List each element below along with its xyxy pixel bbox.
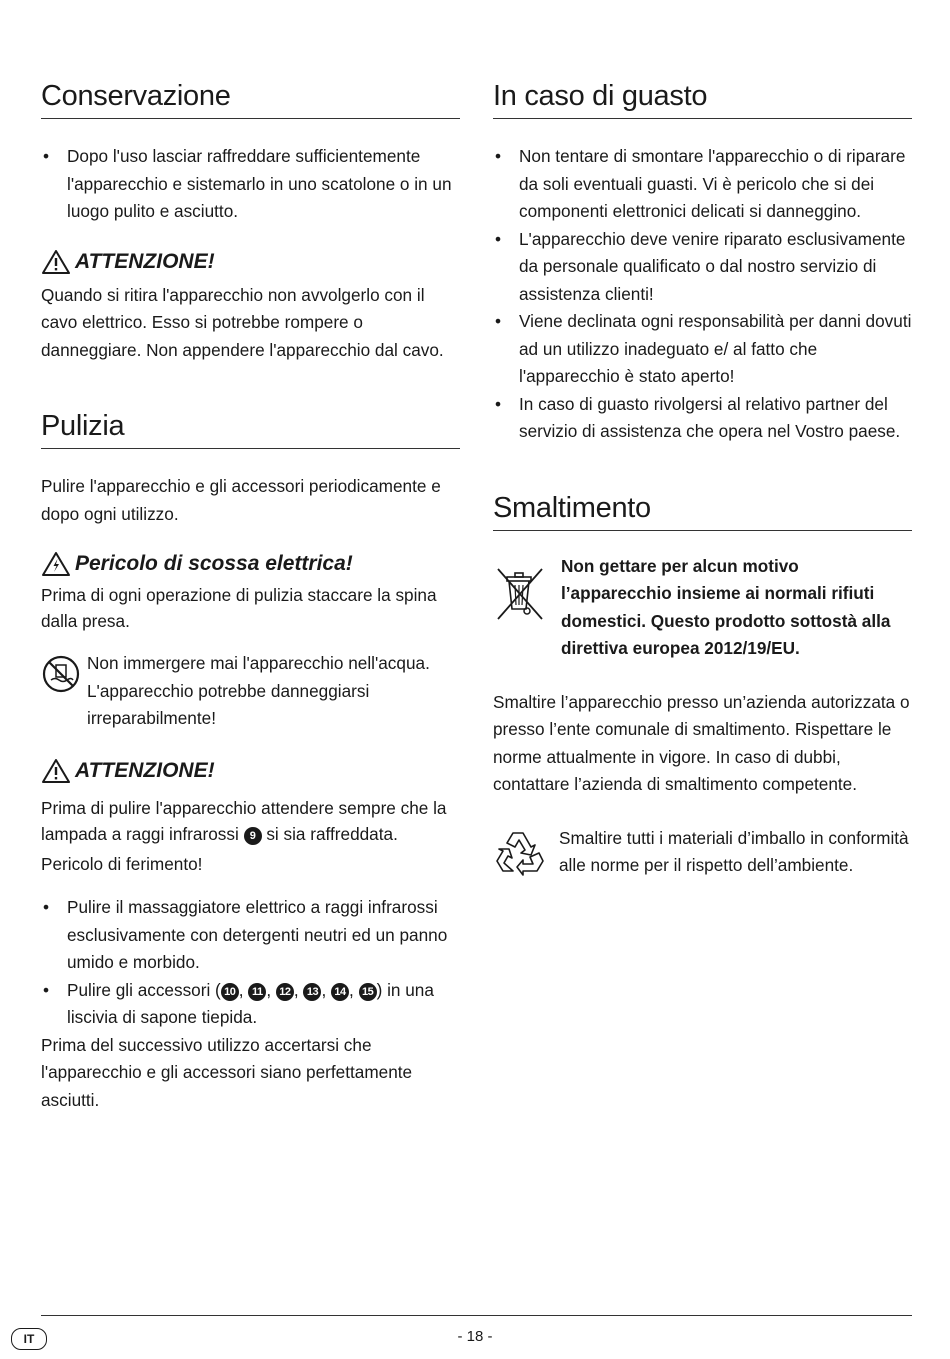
shock-text: Prima di ogni operazione di pulizia staccare la spina dalla presa. [41,585,437,631]
part-number-badge: 10 [221,983,239,1001]
warning-label: ATTENZIONE! [75,249,215,273]
list-item: • Non tentare di smontare l'apparecchio o di riparare da soli eventuali guasti. Vi è pericolo che si dei componenti elettronici delicati si danneggino. [493,143,912,226]
no-immersion-icon [41,654,81,694]
pulizia-heading: Pulizia [41,408,460,449]
conservazione-warning-heading [41,248,460,276]
disposal-text: Smaltire l’apparecchio presso un’azienda autorizzata o presso l’ente comunale di smaltimento. Rispettare le norme attualmente in vigore. In caso di dubbi, contattare l’azienda di smaltimento competente. [493,691,910,794]
list-item: • L'apparecchio deve venire riparato esclusivamente da personale qualificato o dal nostro servizio di assistenza clienti! [493,226,912,309]
left-column [41,78,460,1114]
conservazione-heading: Conservazione [41,78,460,119]
weee-text: Non gettare per alcun motivo l’apparecchio insieme ai normali rifiuti domestici. Questo prodotto sottostà alla direttiva europea 2012/19/EU. [561,555,891,658]
pulizia-list [41,894,460,1032]
electric-shock-icon [41,551,71,577]
shock-label: Pericolo di scossa elettrica! [75,552,353,575]
recycle-notice [493,825,912,880]
page-number: - 18 - [457,1328,493,1345]
part-number-badge: 9 [244,827,262,845]
part-number-badge: 14 [331,983,349,1001]
part-number-badge: 13 [303,983,321,1001]
list-item: • Pulire gli accessori ( 10 , 11 , 12 , 13 , 14 , 15 ) in una liscivia di sapone tiepida. [41,977,460,1032]
pulizia-warning-heading [41,757,460,785]
list-item: • In caso di guasto rivolgersi al relativo partner del servizio di assistenza che opera nel Vostro paese. [493,391,912,446]
crossed-bin-icon [493,565,547,623]
pulizia-intro: Pulire l'apparecchio e gli accessori periodicamente e dopo ogni utilizzo. [41,476,441,524]
language-badge: IT [11,1328,47,1350]
no-water-text: Non immergere mai l'apparecchio nell'acqua. L'apparecchio potrebbe danneggiarsi irreparabilmente! [87,653,430,728]
warning-triangle-icon [41,249,71,275]
recycling-icon [493,827,549,879]
smaltimento-heading: Smaltimento [493,490,912,531]
list-item: • Pulire il massaggiatore elettrico a raggi infrarossi esclusivamente con detergenti neutri ed un panno umido e morbido. [41,894,460,977]
warning-triangle-icon [41,758,71,784]
warning-label: ATTENZIONE! [75,758,215,782]
guasto-heading: In caso di guasto [493,78,912,119]
recycle-text: Smaltire tutti i materiali d’imballo in conformità alle norme per il rispetto dell’ambiente. [559,827,909,875]
injury-text: Pericolo di ferimento! [41,853,203,874]
pulizia-closing: Prima del successivo utilizzo accertarsi che l'apparecchio e gli accessori siano perfettamente asciutti. [41,1034,413,1110]
weee-notice [493,553,912,663]
part-number-badge: 15 [359,983,377,1001]
right-column [493,78,912,880]
list-item: • Dopo l'uso lasciar raffreddare sufficientemente l'apparecchio e sistemarlo in uno scatolone o in un luogo pulito e asciutto. [41,143,460,226]
conservazione-list [41,143,460,226]
no-water-notice [41,650,460,733]
part-number-badge: 11 [248,983,266,1001]
footer-divider [41,1315,912,1316]
list-item: • Viene declinata ogni responsabilità per danni dovuti ad un utilizzo inadeguato e/ al fatto che l'apparecchio è stato aperto! [493,308,912,391]
shock-warning-heading [41,550,460,578]
guasto-list [493,143,912,446]
part-number-badge: 12 [276,983,294,1001]
pulizia-warning-text: Prima di pulire l'apparecchio attendere sempre che la lampada a raggi infrarossi 9 si sia raffreddata. [41,797,447,844]
conservazione-warning-text: Quando si ritira l'apparecchio non avvolgerlo con il cavo elettrico. Esso si potrebbe rompere o danneggiare. Non appendere l'apparecchio dal cavo. [41,284,444,360]
